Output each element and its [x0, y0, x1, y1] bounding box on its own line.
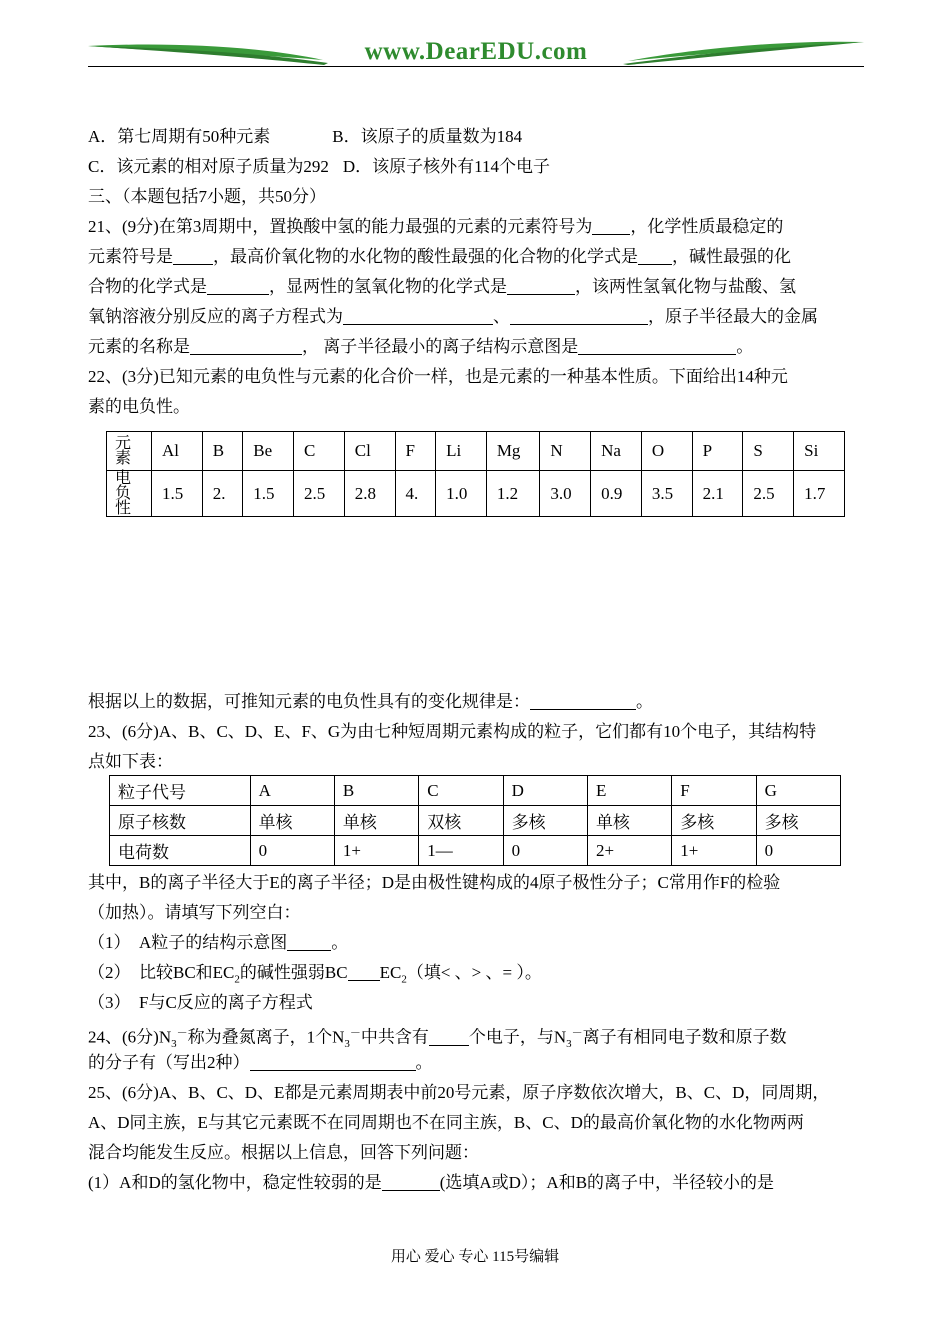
text-line: 的分子有（写出2种） 。 — [88, 1053, 433, 1072]
table-cell: Al — [152, 432, 203, 471]
table-cell: 双核 — [419, 806, 503, 836]
text-line: 23、(6分)A、B、C、D、E、F、G为由七种短周期元素构成的粒子，它们都有10个电子，其结构特 — [88, 722, 817, 741]
table-header-cell: 粒子代号 — [110, 776, 251, 806]
text-line: 22、(3分)已知元素的电负性与元素的化合价一样，也是元素的一种基本性质。下面给出14种元 — [88, 367, 788, 386]
table-cell: Cl — [344, 432, 395, 471]
text-line: 25、(6分)A、B、C、D、E都是元素周期表中前20号元素，原子序数依次增大，B、C、D，同周期， — [88, 1083, 830, 1102]
answer-blank[interactable] — [207, 276, 269, 295]
answer-blank[interactable] — [173, 246, 213, 265]
page-footer: 用心 爱心 专心 115号编辑 — [390, 1249, 560, 1265]
table-row — [107, 471, 845, 517]
electronegativity-table — [106, 431, 845, 517]
text-line: （3） F与C反应的离子方程式 — [88, 993, 313, 1012]
table-cell: Li — [436, 432, 487, 471]
table-cell: 1.2 — [486, 471, 540, 517]
particle-table — [109, 775, 841, 866]
text-line: 21、(9分)在第3周期中，置换酸中氢的能力最强的元素的元素符号为 ，化学性质最稳定的 — [88, 217, 784, 236]
table-cell: S — [743, 432, 794, 471]
table-cell: P — [692, 432, 743, 471]
text-line: （2） 比较BC和$EC_2$的碱性强弱BC $EC_2$（填< 、> 、= ）。 — [88, 963, 542, 986]
table-cell: 0 — [756, 836, 840, 866]
answer-blank[interactable] — [530, 691, 636, 710]
table-cell: 多核 — [756, 806, 840, 836]
option-d: D．该原子核外有114个电子 — [342, 157, 550, 176]
answer-blank[interactable] — [382, 1172, 440, 1191]
table-cell: 0.9 — [591, 471, 642, 517]
table-header-cell: B — [334, 776, 418, 806]
table-cell: Mg — [486, 432, 540, 471]
table-cell: 1+ — [334, 836, 418, 866]
answer-blank[interactable] — [592, 216, 630, 235]
answer-blank[interactable] — [510, 306, 648, 325]
answer-blank[interactable] — [429, 1027, 469, 1046]
table-header-cell: D — [503, 776, 587, 806]
table-header-cell: 元素 — [107, 432, 152, 471]
table-cell: 2.5 — [294, 471, 345, 517]
text-line: 氧钠溶液分别反应的离子方程式为 、 ，原子半径最大的金属 — [88, 307, 818, 326]
table-cell: O — [641, 432, 692, 471]
answer-blank[interactable] — [638, 246, 672, 265]
section-heading: 三、（本题包括7小题，共50分） — [88, 187, 326, 206]
table-cell: 电荷数 — [110, 836, 251, 866]
table-header-cell: E — [587, 776, 671, 806]
table-header-cell: 电负性 — [107, 471, 152, 517]
table-cell: 1.5 — [152, 471, 203, 517]
table-cell: 1— — [419, 836, 503, 866]
header-divider — [88, 66, 864, 67]
table-cell: 0 — [250, 836, 334, 866]
table-cell: 3.5 — [641, 471, 692, 517]
option-c: C．该元素的相对原子质量为292 — [88, 157, 329, 176]
table-cell: 原子核数 — [110, 806, 251, 836]
table-cell: 0 — [503, 836, 587, 866]
option-a: A．第七周期有50种元素 — [88, 127, 271, 146]
table-cell: 1.5 — [243, 471, 294, 517]
table-cell: 2.5 — [743, 471, 794, 517]
table-cell: N — [540, 432, 591, 471]
text-line: （1） A粒子的结构示意图 。 — [88, 933, 349, 952]
text-line: 素的电负性。 — [88, 397, 190, 416]
table-row — [110, 836, 841, 866]
table-cell: C — [294, 432, 345, 471]
table-row — [107, 432, 845, 471]
table-cell: 多核 — [672, 806, 756, 836]
table-cell: 4. — [395, 471, 436, 517]
table-cell: 3.0 — [540, 471, 591, 517]
table-header-cell: G — [756, 776, 840, 806]
text-line: 元素符号是 ，最高价氧化物的水化物的酸性最强的化合物的化学式是 ，碱性最强的化 — [88, 247, 791, 266]
text-line: 点如下表： — [88, 752, 173, 771]
answer-blank[interactable] — [343, 306, 493, 325]
answer-blank[interactable] — [578, 336, 736, 355]
text-line: 24、(6分)$N_3^-$称为叠氮离子，1个$N_3^-$中共含有 个电子，与$N_3^-$离子有相同电子数和原子数 — [88, 1027, 787, 1051]
table-cell: Be — [243, 432, 294, 471]
table-cell: 1+ — [672, 836, 756, 866]
question-text-bottom — [88, 868, 864, 1198]
table-cell: 多核 — [503, 806, 587, 836]
table-cell: F — [395, 432, 436, 471]
table-cell: B — [202, 432, 243, 471]
text-line: (1）A和D的氢化物中，稳定性较弱的是 (选填A或D）；A和B的离子中，半径较小的是 — [88, 1173, 775, 1192]
table-header-cell: A — [250, 776, 334, 806]
table-cell: 2. — [202, 471, 243, 517]
text-line: （加热）。请填写下列空白： — [88, 903, 301, 922]
table-cell: 1.0 — [436, 471, 487, 517]
site-logo[interactable]: www.DearEDU.com — [364, 38, 588, 65]
table-cell: Na — [591, 432, 642, 471]
table-cell: 2+ — [587, 836, 671, 866]
answer-blank[interactable] — [250, 1052, 416, 1071]
text-line: 合物的化学式是 ，显两性的氢氧化物的化学式是 ，该两性氢氧化物与盐酸、氢 — [88, 277, 796, 296]
answer-blank[interactable] — [287, 932, 331, 951]
question-text-top — [88, 122, 864, 422]
text-line: 根据以上的数据，可推知元素的电负性具有的变化规律是： 。 — [88, 692, 653, 711]
table-row — [110, 806, 841, 836]
table-header-cell: C — [419, 776, 503, 806]
text-line: A、D同主族，E与其它元素既不在同周期也不在同主族，B、C、D的最高价氧化物的水化物两两 — [88, 1113, 804, 1132]
text-line: 混合均能发生反应。根据以上信息，回答下列问题： — [88, 1143, 479, 1162]
text-line: 其中，B的离子半径大于E的离子半径；D是由极性键构成的4原子极性分子；C常用作F的检验 — [88, 873, 781, 892]
text-line — [88, 152, 864, 182]
text-line — [88, 122, 864, 152]
text-line: 元素的名称是 ， 离子半径最小的离子结构示意图是 。 — [88, 337, 754, 356]
table-cell: 2.1 — [692, 471, 743, 517]
answer-blank[interactable] — [348, 962, 380, 981]
table-cell: Si — [794, 432, 845, 471]
table-cell: 2.8 — [344, 471, 395, 517]
answer-blank[interactable] — [190, 336, 302, 355]
table-row — [110, 776, 841, 806]
table-cell: 单核 — [250, 806, 334, 836]
answer-blank[interactable] — [507, 276, 575, 295]
option-b: B．该原子的质量数为184 — [332, 127, 523, 146]
question-text-mid — [88, 687, 864, 777]
table-header-cell: F — [672, 776, 756, 806]
table-cell: 单核 — [334, 806, 418, 836]
table-cell: 1.7 — [794, 471, 845, 517]
table-cell: 单核 — [587, 806, 671, 836]
